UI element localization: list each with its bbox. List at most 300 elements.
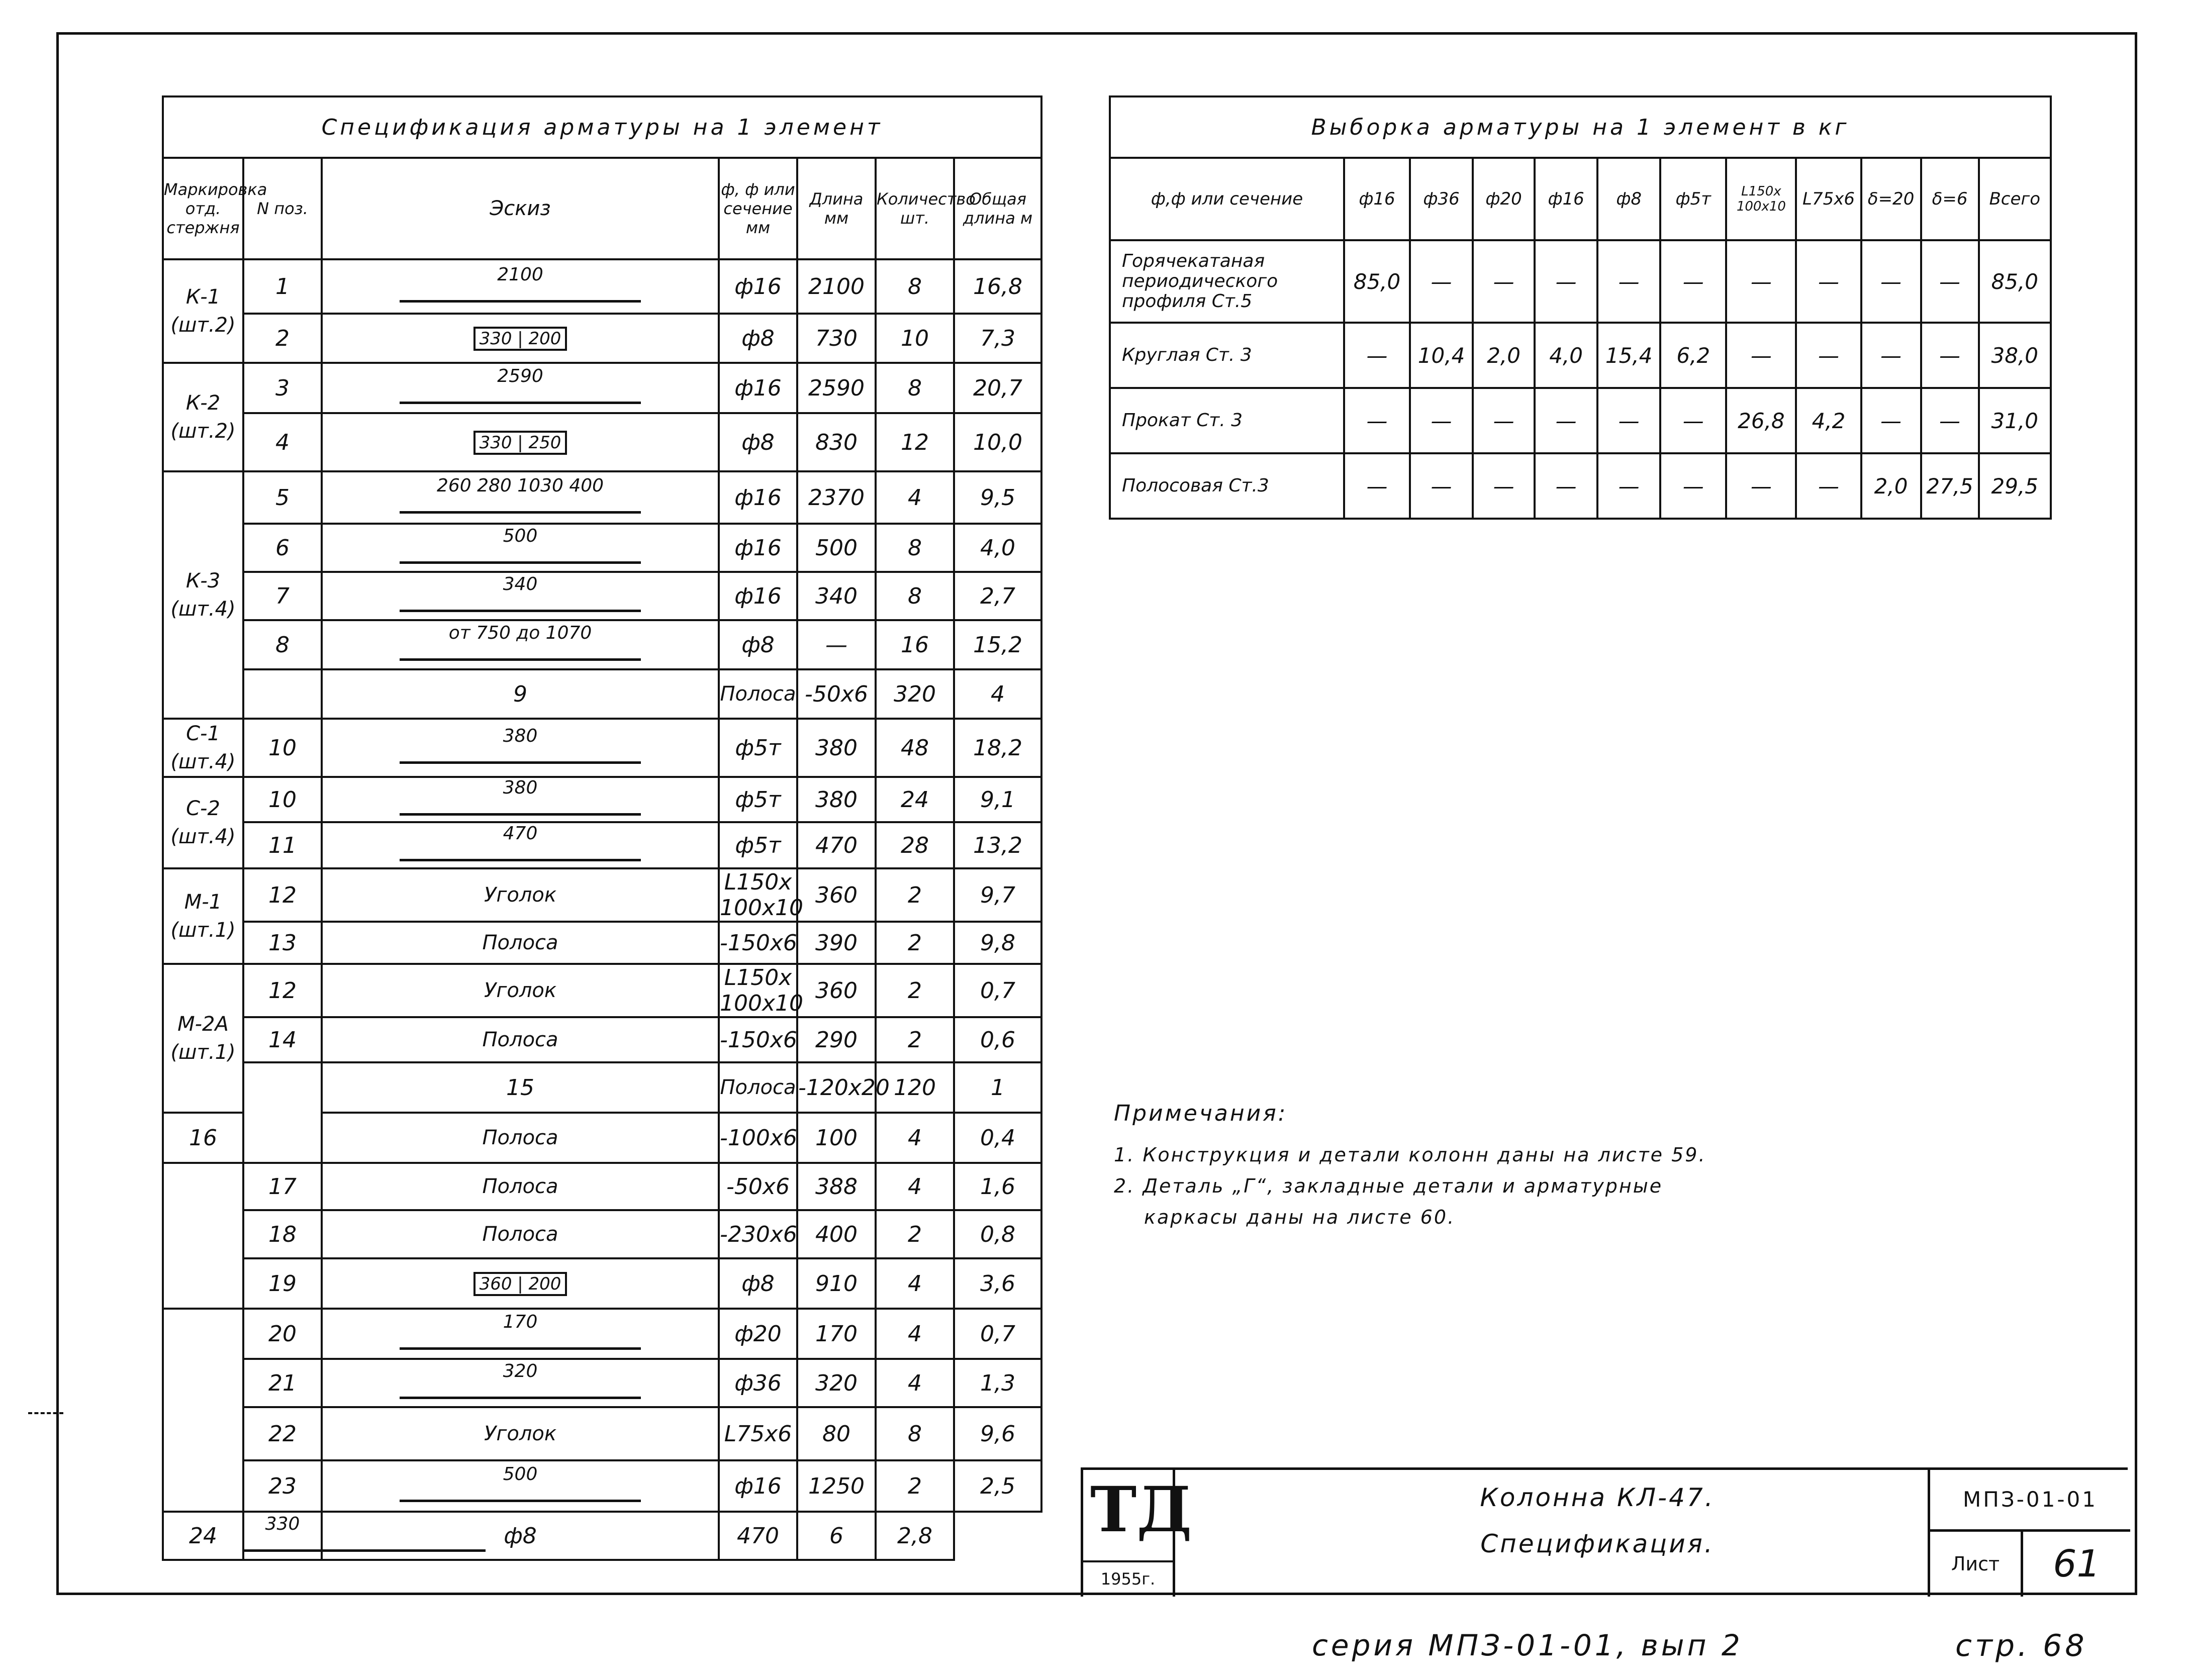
marking-cell: М-1 (шт.1) [163, 868, 243, 964]
length-cell: 360 [797, 868, 876, 922]
sketch-cell [322, 1258, 719, 1309]
bar-line [400, 761, 641, 764]
weight-cell: 38,0 [1979, 323, 2051, 388]
table-row [163, 1210, 1041, 1258]
weight-cell: — [1410, 388, 1473, 453]
sketch-dimension: 500 [503, 1464, 538, 1485]
material-name: Полосовая Ст.3 [1110, 453, 1344, 519]
length-cell: 910 [797, 1258, 876, 1309]
weight-cell: — [1597, 240, 1660, 323]
diameter-cell: L150x 100x10 [720, 965, 804, 1016]
table-row [163, 1407, 1041, 1460]
weight-cell: 85,0 [1344, 240, 1410, 323]
weight-cell: — [1535, 453, 1597, 519]
sketch-label: Полоса [482, 931, 558, 954]
qty-cell: 2 [876, 1017, 954, 1062]
table-row [163, 822, 1041, 868]
total-cell: 9,6 [954, 1407, 1041, 1460]
sketch-cell [322, 1113, 719, 1163]
pos-cell: 21 [243, 1359, 322, 1407]
qty-cell: 2 [876, 868, 954, 922]
marking-cell [163, 1309, 243, 1512]
pos-cell: 7 [243, 572, 322, 620]
qty-cell: 8 [876, 524, 954, 572]
qty-cell: 2 [876, 1460, 954, 1512]
sketch-cell [322, 363, 719, 413]
drawing-code: МПЗ-01-01 [1930, 1470, 2130, 1532]
table-row [163, 1258, 1041, 1309]
total-cell: 9,7 [954, 868, 1041, 922]
marking-cell [243, 1062, 322, 1163]
bar-line [244, 1549, 486, 1552]
diameter-cell: ф8 [719, 413, 797, 471]
pos-cell: 17 [243, 1163, 322, 1210]
total-cell: 15,2 [954, 620, 1041, 669]
table-row [163, 868, 1041, 922]
sketch-cell [322, 822, 719, 868]
weight-cell: 29,5 [1979, 453, 2051, 519]
bar-line [400, 511, 641, 514]
weight-cell: — [1861, 388, 1921, 453]
table-row [163, 524, 1041, 572]
diameter-cell: -100x6 [719, 1113, 797, 1163]
weight-cell: — [1473, 240, 1535, 323]
footer-page: стр. 68 [1955, 1628, 2087, 1663]
weight-cell: — [1597, 388, 1660, 453]
pos-cell: 14 [243, 1017, 322, 1062]
sketch-cell [322, 964, 719, 1017]
bar-line [400, 1500, 641, 1502]
pos-cell: 2 [243, 314, 322, 363]
total-cell: 0,7 [954, 964, 1041, 1017]
total-cell: 0,4 [954, 1113, 1041, 1163]
weight-cell: 15,4 [1597, 323, 1660, 388]
weight-cell: — [1473, 453, 1535, 519]
diameter-cell: ф8 [719, 314, 797, 363]
sketch-cell [719, 1062, 797, 1113]
weight-cell: 85,0 [1979, 240, 2051, 323]
sketch-cell [322, 777, 719, 822]
weight-cell: — [1921, 240, 1979, 323]
qty-cell: 8 [876, 1407, 954, 1460]
sketch-dimension: 470 [503, 823, 538, 844]
sketch-dimension: 320 [503, 1361, 538, 1381]
header-diameter: ф, ф или сечение мм [719, 158, 797, 259]
marking-cell [163, 1163, 243, 1309]
selection-header-cell: δ=20 [1861, 158, 1921, 240]
weight-cell: — [1535, 388, 1597, 453]
table-row [1110, 240, 2051, 323]
pos-cell: 12 [243, 868, 322, 922]
weight-cell: — [1660, 240, 1726, 323]
length-cell: 340 [797, 572, 876, 620]
qty-cell: 4 [876, 1359, 954, 1407]
header-pos: N поз. [243, 158, 322, 259]
sketch-cell [322, 413, 719, 471]
table-row [163, 259, 1041, 314]
bar-line [400, 300, 641, 303]
pos-cell: 23 [243, 1460, 322, 1512]
pos-cell: 11 [243, 822, 322, 868]
diameter-cell: ф8 [719, 1258, 797, 1309]
sketch-label: Уголок [484, 883, 557, 907]
pos-cell: 4 [243, 413, 322, 471]
qty-cell: 10 [876, 314, 954, 363]
margin-tick [28, 1412, 63, 1414]
total-cell: 2,8 [876, 1512, 954, 1560]
weight-cell: — [1535, 240, 1597, 323]
pos-cell: 15 [322, 1062, 719, 1113]
logo-text: ТД [1090, 1473, 1192, 1546]
sketch-cell [322, 1460, 719, 1512]
qty-cell: 6 [797, 1512, 876, 1560]
pos-cell: 9 [322, 669, 719, 719]
total-cell: 9,5 [954, 471, 1041, 524]
sketch-cell [322, 314, 719, 363]
qty-cell: 16 [876, 620, 954, 669]
marking-cell: С-1 (шт.4) [163, 719, 243, 777]
sketch-label: Полоса [482, 1028, 558, 1051]
weight-cell: 10,4 [1410, 323, 1473, 388]
weight-cell: 6,2 [1660, 323, 1726, 388]
qty-cell: 2 [876, 922, 954, 964]
note-item-1: 1. Конструкция и детали колонн даны на листе 59. [1114, 1144, 1706, 1166]
sketch-cell [322, 259, 719, 314]
year: 1955г. [1083, 1560, 1173, 1596]
selection-header-cell: ф,ф или сечение [1110, 158, 1344, 240]
selection-header-cell: L75x6 [1796, 158, 1861, 240]
table-row [163, 1512, 1041, 1560]
note-item-3: каркасы даны на листе 60. [1144, 1206, 1456, 1228]
length-cell: 100 [797, 1113, 876, 1163]
length-cell: 830 [797, 413, 876, 471]
qty-cell: 4 [876, 1258, 954, 1309]
length-cell: 1250 [797, 1460, 876, 1512]
selection-header-cell: δ=6 [1921, 158, 1979, 240]
footer-series: серия МПЗ-01-01, вып 2 [1312, 1628, 1743, 1662]
qty-cell: 8 [876, 363, 954, 413]
qty-cell: 1 [954, 1062, 1041, 1113]
length-cell: 390 [797, 922, 876, 964]
qty-cell: 4 [876, 471, 954, 524]
sketch-label: Уголок [484, 1422, 557, 1445]
diameter-cell: ф36 [719, 1359, 797, 1407]
total-cell: 3,6 [954, 1258, 1041, 1309]
diameter-cell: ф5т [719, 822, 797, 868]
diameter-cell: L75x6 [719, 1407, 797, 1460]
stirrup-sketch: 360 | 200 [473, 1272, 567, 1296]
sketch-cell [322, 572, 719, 620]
qty-cell: 24 [876, 777, 954, 822]
total-cell: 0,7 [954, 1309, 1041, 1359]
sketch-cell [322, 719, 719, 777]
sheet-label: Лист [1930, 1532, 2023, 1597]
qty-cell: 12 [876, 413, 954, 471]
table-row [163, 1309, 1041, 1359]
notes [1114, 1101, 2019, 1233]
weight-cell: 31,0 [1979, 388, 2051, 453]
sketch-cell [322, 922, 719, 964]
material-name: Прокат Ст. 3 [1110, 388, 1344, 453]
sketch-cell [322, 524, 719, 572]
length-cell: 290 [797, 1017, 876, 1062]
length-cell: 500 [797, 524, 876, 572]
weight-cell: — [1861, 323, 1921, 388]
qty-cell: 4 [876, 1163, 954, 1210]
weight-cell: — [1796, 240, 1861, 323]
weight-cell: — [1726, 240, 1796, 323]
drawing-title [1173, 1470, 2022, 1597]
weight-cell: — [1861, 240, 1921, 323]
header-length: Длина мм [797, 158, 876, 259]
table-row [163, 572, 1041, 620]
length-cell: 2590 [797, 363, 876, 413]
total-cell: 9,1 [954, 777, 1041, 822]
diameter-cell: ф16 [719, 572, 797, 620]
weight-cell: 26,8 [1726, 388, 1796, 453]
table-row [163, 1062, 1041, 1113]
table-row [163, 669, 1041, 719]
sketch-cell [322, 1163, 719, 1210]
sketch-cell [322, 1210, 719, 1258]
diameter-cell: ф20 [719, 1309, 797, 1359]
sketch-dimension: 330 [265, 1514, 300, 1534]
diameter-cell: -50x6 [797, 669, 876, 719]
table-row [163, 964, 1041, 1017]
total-cell: 0,6 [954, 1017, 1041, 1062]
weight-cell: — [1726, 323, 1796, 388]
weight-cell: — [1726, 453, 1796, 519]
table-row [163, 363, 1041, 413]
table-row [1110, 453, 2051, 519]
table-row [163, 314, 1041, 363]
pos-cell: 16 [163, 1113, 243, 1163]
weight-cell: 27,5 [1921, 453, 1979, 519]
drawing-title-line-1: Колонна КЛ-47. [1480, 1483, 1715, 1512]
sketch-cell [243, 1512, 322, 1560]
selection-header-cell: ф16 [1344, 158, 1410, 240]
title-block [1081, 1467, 2128, 1597]
pos-cell: 19 [243, 1258, 322, 1309]
sketch-dimension: 2590 [497, 366, 543, 386]
bar-line [400, 402, 641, 404]
pos-cell: 18 [243, 1210, 322, 1258]
sketch-dimension: 170 [503, 1312, 538, 1332]
total-cell: 1,6 [954, 1163, 1041, 1210]
bar-line [400, 610, 641, 612]
length-cell: — [797, 620, 876, 669]
diameter-cell: ф16 [719, 1460, 797, 1512]
header-marking: Маркировка отд. стержня [163, 158, 243, 259]
diameter-cell: ф5т [719, 777, 797, 822]
length-cell: 400 [797, 1210, 876, 1258]
diameter-cell: ф8 [322, 1512, 719, 1560]
length-cell: 170 [797, 1309, 876, 1359]
sketch-label: Уголок [484, 979, 557, 1002]
specification-table [162, 95, 1042, 1561]
table-row [163, 922, 1041, 964]
spec-body [163, 259, 1041, 1560]
length-cell: 380 [797, 719, 876, 777]
diameter-cell: L150x 100x10 [720, 869, 804, 921]
qty-cell: 48 [876, 719, 954, 777]
length-cell: 2100 [797, 259, 876, 314]
total-cell: 2,5 [954, 1460, 1041, 1512]
diameter-cell: -230x6 [719, 1210, 797, 1258]
total-cell: 0,8 [954, 1210, 1041, 1258]
length-cell: 80 [797, 1407, 876, 1460]
qty-cell: 28 [876, 822, 954, 868]
marking-cell: К-3 (шт.4) [163, 471, 243, 719]
pos-cell: 3 [243, 363, 322, 413]
bar-line [400, 561, 641, 564]
diameter-cell: ф16 [719, 524, 797, 572]
pos-cell: 1 [243, 259, 322, 314]
marking-cell: М-2А (шт.1) [163, 964, 243, 1113]
sketch-label: Полоса [482, 1223, 558, 1246]
sketch-label: Полоса [482, 1175, 558, 1198]
sketch-label: Полоса [482, 1126, 558, 1149]
pos-cell: 5 [243, 471, 322, 524]
header-total: Общая длина м [954, 158, 1041, 259]
length-cell: 120 [876, 1062, 954, 1113]
drawing-title-line-2: Спецификация. [1480, 1529, 1715, 1558]
table-row [163, 1017, 1041, 1062]
selection-header-cell: ф8 [1597, 158, 1660, 240]
weight-cell: — [1410, 453, 1473, 519]
total-cell: 18,2 [954, 719, 1041, 777]
sheet-info [1928, 1470, 2130, 1597]
diameter-cell: ф16 [719, 471, 797, 524]
sketch-cell [322, 1017, 719, 1062]
table-row [163, 777, 1041, 822]
total-cell: 1,3 [954, 1359, 1041, 1407]
header-qty: Количество шт. [876, 158, 954, 259]
sketch-dimension: 380 [503, 726, 538, 746]
stirrup-sketch: 330 | 250 [473, 431, 567, 455]
length-cell: 388 [797, 1163, 876, 1210]
marking-cell: К-1 (шт.2) [163, 259, 243, 363]
table-row [163, 413, 1041, 471]
note-item-2: 2. Деталь „Г“, закладные детали и арматурные [1114, 1175, 1663, 1197]
weight-cell: — [1473, 388, 1535, 453]
selection-header-cell: ф36 [1410, 158, 1473, 240]
total-cell: 13,2 [954, 822, 1041, 868]
selection-header-cell: ф16 [1535, 158, 1597, 240]
selection-header-cell: ф5т [1660, 158, 1726, 240]
total-cell: 2,7 [954, 572, 1041, 620]
bar-line [400, 658, 641, 661]
diameter-cell: ф8 [719, 620, 797, 669]
length-cell: 380 [797, 777, 876, 822]
length-cell: 2370 [797, 471, 876, 524]
sketch-cell [322, 868, 719, 922]
spec-title: Спецификация арматуры на 1 элемент [163, 96, 1041, 158]
pos-cell: 20 [243, 1309, 322, 1359]
bar-line [400, 1397, 641, 1399]
marking-cell: К-2 (шт.2) [163, 363, 243, 471]
sketch-cell [322, 471, 719, 524]
length-cell: 320 [876, 669, 954, 719]
sketch-label: Полоса [720, 1076, 796, 1099]
notes-title: Примечания: [1114, 1101, 1288, 1126]
sheet-number: 61 [2053, 1542, 2101, 1586]
weight-cell: — [1597, 453, 1660, 519]
table-row [163, 620, 1041, 669]
total-cell: 20,7 [954, 363, 1041, 413]
sketch-dimension: 260 280 1030 400 [436, 475, 604, 496]
sketch-cell [322, 1309, 719, 1359]
diameter-cell: -120x20 [797, 1062, 876, 1113]
stirrup-sketch: 330 | 200 [473, 327, 567, 351]
sketch-label: Полоса [720, 682, 796, 706]
total-cell: 7,3 [954, 314, 1041, 363]
diameter-cell: ф5т [719, 719, 797, 777]
bar-line [400, 1347, 641, 1350]
qty-cell: 4 [876, 1113, 954, 1163]
selection-title: Выборка арматуры на 1 элемент в кг [1110, 96, 2051, 158]
weight-cell: 4,2 [1796, 388, 1861, 453]
logo-block [1083, 1470, 1192, 1597]
length-cell: 360 [797, 964, 876, 1017]
diameter-cell: -150x6 [719, 1017, 797, 1062]
sketch-dimension: 500 [503, 526, 538, 546]
table-row [163, 1460, 1041, 1512]
total-cell: 9,8 [954, 922, 1041, 964]
weight-cell: 2,0 [1861, 453, 1921, 519]
selection-body [1110, 240, 2051, 519]
bar-line [400, 859, 641, 861]
sketch-cell [322, 1407, 719, 1460]
weight-cell: — [1344, 323, 1410, 388]
weight-cell: — [1796, 453, 1861, 519]
length-cell: 470 [719, 1512, 797, 1560]
length-cell: 470 [797, 822, 876, 868]
weight-cell: — [1921, 388, 1979, 453]
length-cell: 320 [797, 1359, 876, 1407]
qty-cell: 2 [876, 964, 954, 1017]
sketch-dimension: 380 [503, 777, 538, 798]
table-row [163, 1359, 1041, 1407]
pos-cell: 12 [243, 964, 322, 1017]
length-cell: 730 [797, 314, 876, 363]
selection-header [1110, 158, 2051, 240]
sketch-dimension: 2100 [497, 264, 543, 285]
diameter-cell: ф16 [719, 363, 797, 413]
sketch-dimension: от 750 до 1070 [448, 623, 592, 643]
total-cell: 4,0 [954, 524, 1041, 572]
sketch-cell [719, 669, 797, 719]
header-sketch: Эскиз [322, 158, 719, 259]
bar-line [400, 813, 641, 816]
qty-cell: 4 [954, 669, 1041, 719]
material-name: Круглая Ст. 3 [1110, 323, 1344, 388]
sketch-cell [322, 620, 719, 669]
pos-cell: 8 [243, 620, 322, 669]
selection-header-cell: L150x 100x10 [1726, 158, 1796, 240]
pos-cell: 10 [243, 777, 322, 822]
qty-cell: 8 [876, 572, 954, 620]
selection-table [1109, 95, 2052, 520]
table-row [163, 471, 1041, 524]
diameter-cell: -50x6 [719, 1163, 797, 1210]
weight-cell: 4,0 [1535, 323, 1597, 388]
pos-cell: 10 [243, 719, 322, 777]
material-name: Горячекатаная периодического профиля Ст.5 [1110, 240, 1344, 323]
marking-cell [243, 669, 322, 719]
weight-cell: — [1660, 388, 1726, 453]
weight-cell: — [1344, 388, 1410, 453]
